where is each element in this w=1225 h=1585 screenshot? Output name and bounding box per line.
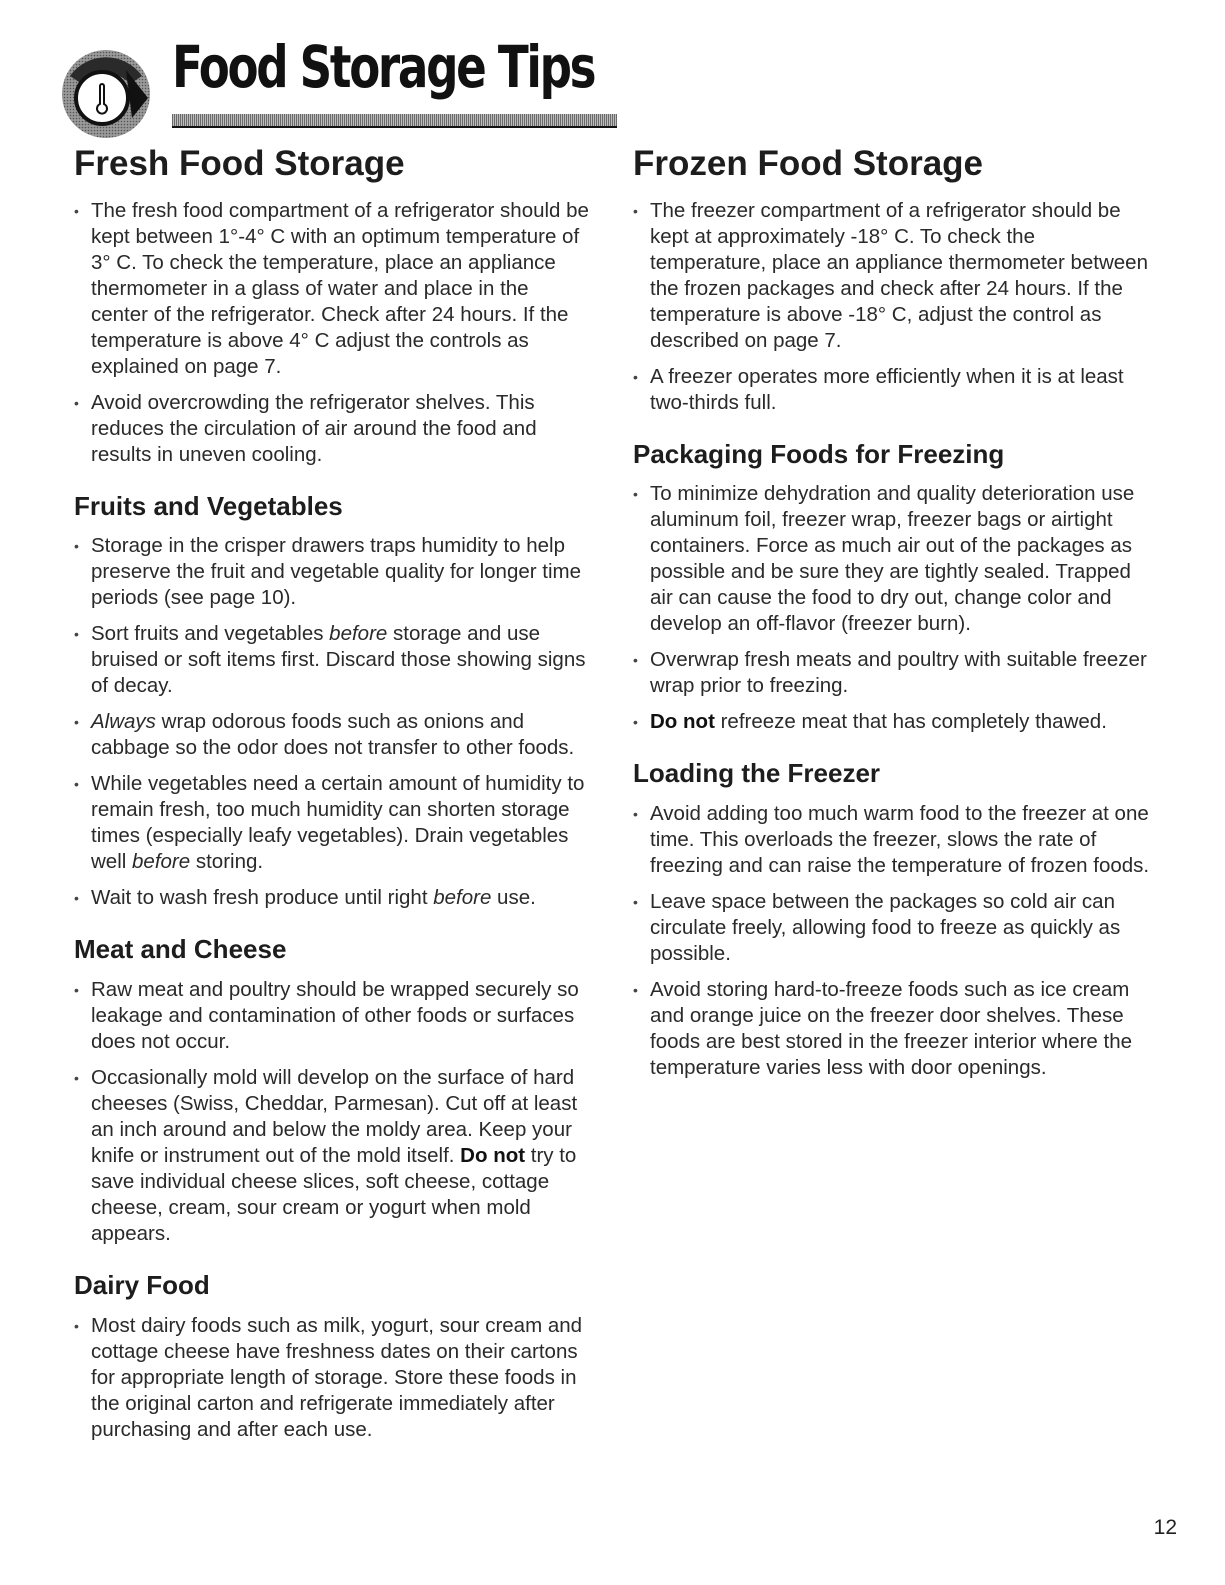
packaging-list (633, 481, 1153, 735)
thermometer-dial-icon (60, 48, 152, 140)
title-underline (172, 114, 617, 128)
right-column (633, 145, 1153, 1105)
list-item: • Wait to wash fresh produce until right before use. (74, 885, 590, 911)
list-item: • Avoid overcrowding the refrigerator shelves. This reduces the circulation of air around the food and results in uneven cooling. (74, 390, 590, 468)
list-item: • Do not refreeze meat that has completely thawed. (633, 709, 1153, 735)
meat-cheese-heading: Meat and Cheese (74, 934, 287, 965)
list-item: • A freezer operates more efficiently when it is at least two-thirds full. (633, 364, 1153, 416)
list-item: • To minimize dehydration and quality deterioration use aluminum foil, freezer wrap, freezer bags or airtight containers. Force as much air out of the packages as possible and be sure they are tightly sealed. Trapped air can cause the food to dry out, change color and develop an off-flavor (freezer burn). (633, 481, 1153, 637)
dairy-food-list (74, 1313, 590, 1443)
left-column (74, 145, 590, 1467)
frozen-food-heading: Frozen Food Storage (633, 144, 983, 183)
list-item: • Avoid storing hard-to-freeze foods such as ice cream and orange juice on the freezer door shelves. These foods are best stored in the freezer interior where the temperature varies less with door openings. (633, 977, 1153, 1081)
page-title: Food Storage Tips (172, 33, 595, 101)
list-item: • Raw meat and poultry should be wrapped securely so leakage and contamination of other foods or surfaces does not occur. (74, 977, 590, 1055)
list-item: • Storage in the crisper drawers traps humidity to help preserve the fruit and vegetable quality for longer time periods (see page 10). (74, 533, 590, 611)
list-item: • Overwrap fresh meats and poultry with suitable freezer wrap prior to freezing. (633, 647, 1153, 699)
list-item: • Avoid adding too much warm food to the freezer at one time. This overloads the freezer, slows the rate of freezing and can raise the temperature of frozen foods. (633, 801, 1153, 879)
packaging-heading: Packaging Foods for Freezing (633, 438, 1005, 469)
list-item: • The freezer compartment of a refrigerator should be kept at approximately -18° C. To check the temperature, place an appliance thermometer between the frozen packages and check after 24 hours. If the temperature is above -18° C, adjust the control as described on page 7. (633, 198, 1153, 354)
list-item: • Always wrap odorous foods such as onions and cabbage so the odor does not transfer to other foods. (74, 709, 590, 761)
fresh-food-list (74, 198, 590, 468)
dairy-food-heading: Dairy Food (74, 1270, 210, 1301)
list-item: • While vegetables need a certain amount of humidity to remain fresh, too much humidity can shorten storage times (especially leafy vegetables). Drain vegetables well before storing. (74, 771, 590, 875)
frozen-food-list (633, 198, 1153, 416)
fresh-food-heading: Fresh Food Storage (74, 144, 405, 183)
fruits-vegetables-heading: Fruits and Vegetables (74, 490, 343, 521)
loading-freezer-heading: Loading the Freezer (633, 758, 881, 789)
list-item: • Leave space between the packages so cold air can circulate freely, allowing food to freeze as quickly as possible. (633, 889, 1153, 967)
page-header (60, 30, 595, 130)
list-item: • Sort fruits and vegetables before storage and use bruised or soft items first. Discard those showing signs of decay. (74, 621, 590, 699)
list-item: • Occasionally mold will develop on the surface of hard cheeses (Swiss, Cheddar, Parmesan). Cut off at least an inch around and below the moldy area. Keep your knife or instrument out of the mold itself. Do not try to save individual cheese slices, soft cheese, cottage cheese, cream, sour cream or yogurt when mold appears. (74, 1065, 590, 1247)
list-item: • The fresh food compartment of a refrigerator should be kept between 1°-4° C with an optimum temperature of 3° C. To check the temperature, place an appliance thermometer in a glass of water and place in the center of the refrigerator. Check after 24 hours. If the temperature is above 4° C adjust the controls as explained on page 7. (74, 198, 590, 380)
fruits-vegetables-list (74, 533, 590, 911)
list-item: • Most dairy foods such as milk, yogurt, sour cream and cottage cheese have freshness dates on their cartons for appropriate length of storage. Store these foods in the original carton and refrigerate immediately after purchasing and after each use. (74, 1313, 590, 1443)
loading-freezer-list (633, 801, 1153, 1081)
meat-cheese-list (74, 977, 590, 1247)
page-number: 12 (1153, 1516, 1177, 1539)
